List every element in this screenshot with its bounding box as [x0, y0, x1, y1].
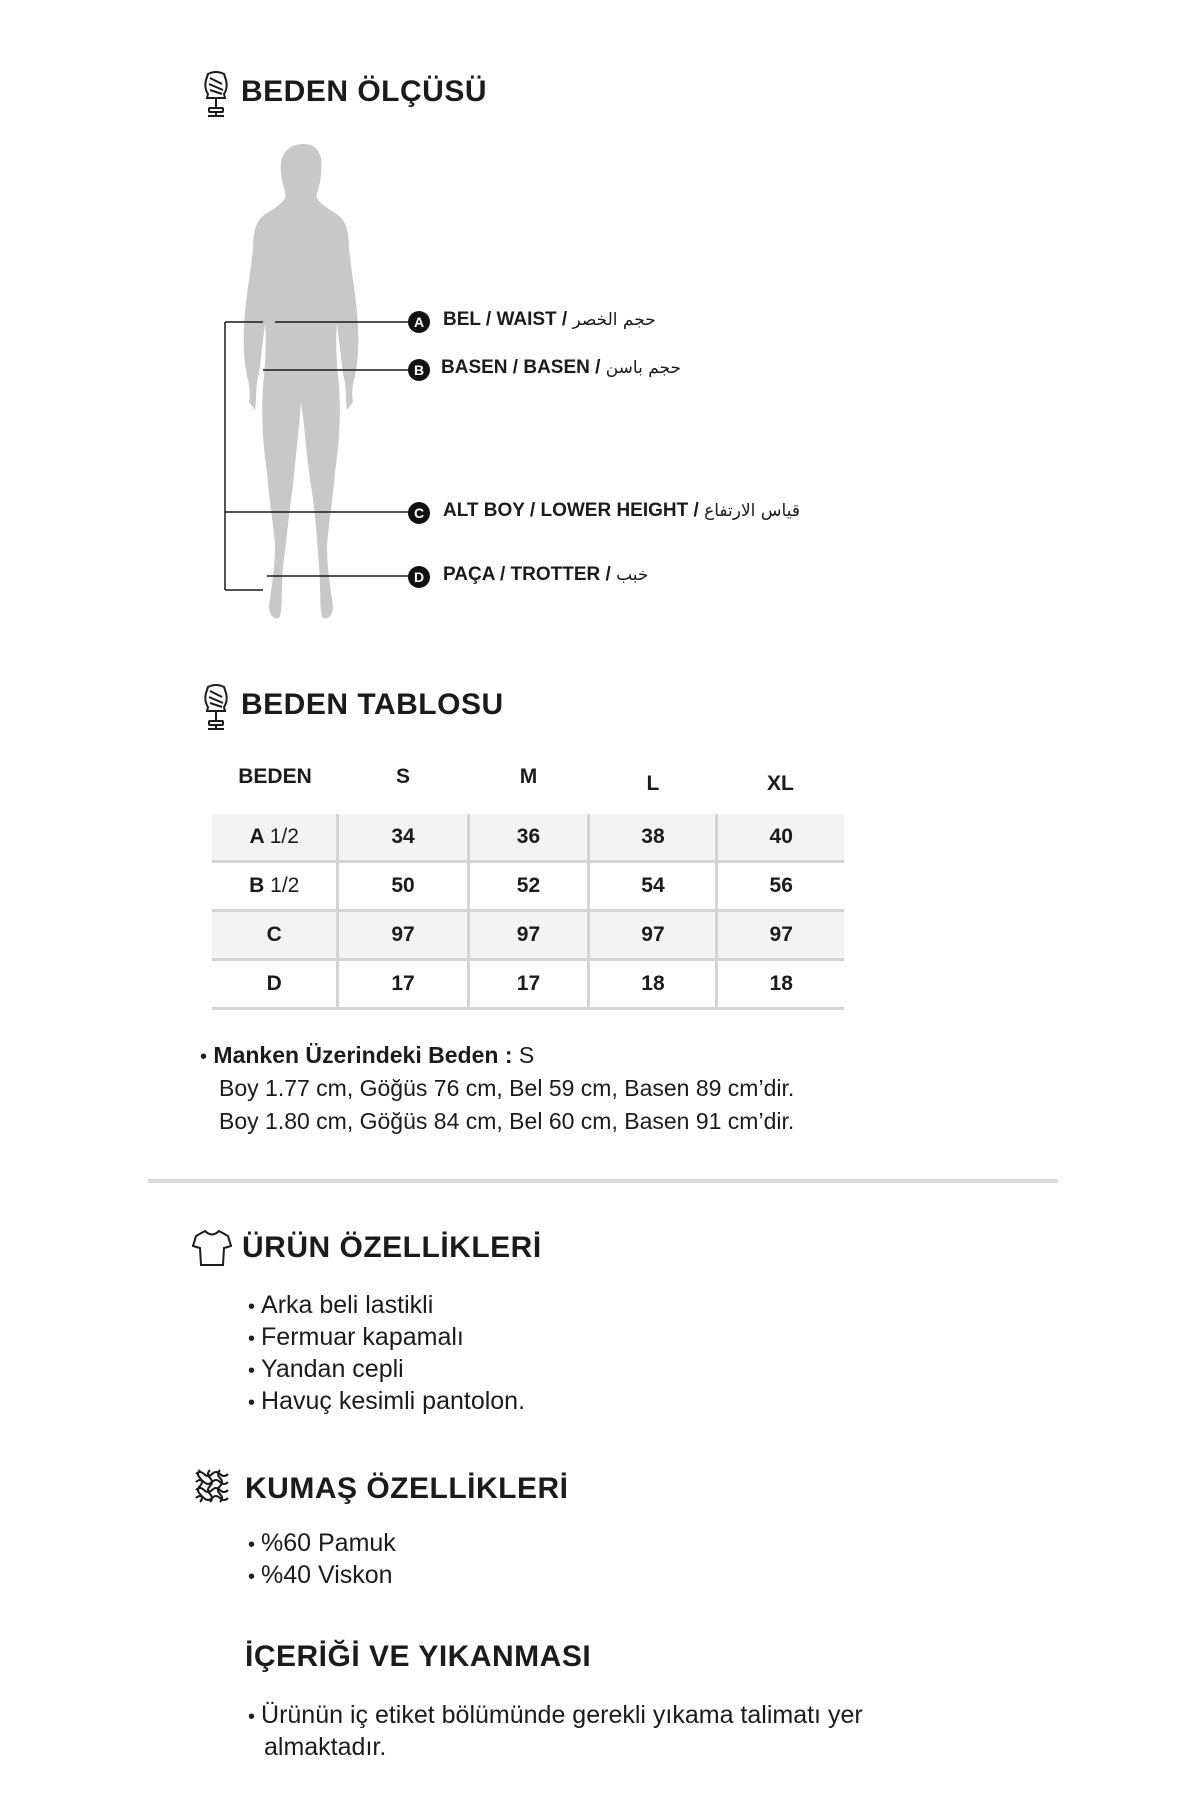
measurement-lines: [215, 300, 420, 600]
measurement-label-trotter: [443, 564, 648, 586]
list-item-text: almaktadır.: [264, 1733, 387, 1761]
section-divider: [148, 1179, 1058, 1183]
row-label-letter: C: [266, 923, 282, 946]
table-row: [212, 814, 844, 862]
measurement-badge-c: C: [408, 502, 430, 524]
table-cell: 34: [338, 814, 468, 862]
size-table-header-cell: XL: [767, 772, 794, 795]
fabric-features-list: [248, 1528, 396, 1592]
table-cell: 36: [468, 814, 589, 862]
table-row-label: [212, 862, 338, 911]
dress-form-icon: [198, 70, 234, 118]
table-row: [212, 960, 844, 1009]
table-row-label: [212, 960, 338, 1009]
fabric-weave-icon: [194, 1468, 232, 1506]
list-item-continuation: [248, 1732, 863, 1762]
section-title-product-features: ÜRÜN ÖZELLİKLERİ: [242, 1231, 542, 1264]
list-item: • Havuç kesimli pantolon.: [248, 1386, 525, 1418]
table-cell: 54: [589, 862, 717, 911]
size-table-header-cell: M: [519, 765, 538, 788]
size-table: [212, 740, 844, 1010]
table-cell: 18: [589, 960, 717, 1009]
table-cell: 97: [468, 911, 589, 960]
dress-form-icon: [198, 683, 234, 731]
table-cell: 97: [338, 911, 468, 960]
measurement-label-lower-height-arabic: قياس الارتفاع: [704, 501, 800, 521]
size-table-header-cell: BEDEN: [238, 765, 312, 788]
table-row: [212, 911, 844, 960]
table-cell: 56: [717, 862, 844, 911]
size-table-header-cell: S: [395, 765, 410, 788]
table-cell: 40: [717, 814, 844, 862]
table-cell: 50: [338, 862, 468, 911]
measurement-label-hip: [441, 357, 681, 379]
size-table-header: [212, 740, 844, 814]
row-label-letter: D: [266, 972, 282, 995]
section-title-size-table: BEDEN TABLOSU: [241, 688, 504, 721]
measurement-label-hip-text: BASEN / BASEN /: [441, 357, 601, 378]
measurement-label-trotter-arabic: خبب: [616, 565, 649, 585]
list-item: • Arka beli lastikli: [248, 1290, 525, 1322]
table-cell: 17: [468, 960, 589, 1009]
table-row-label: [212, 911, 338, 960]
model-size-value: S: [518, 1042, 535, 1068]
table-row: [212, 862, 844, 911]
measurement-badge-a: A: [408, 311, 430, 333]
list-item: • %60 Pamuk: [248, 1528, 396, 1560]
row-label-letter: A: [249, 825, 264, 848]
row-label-letter: B: [249, 874, 265, 897]
measurement-label-trotter-text: PAÇA / TROTTER /: [443, 564, 611, 585]
measurement-label-waist: [443, 309, 656, 331]
table-row-label: [212, 814, 338, 862]
list-item: • Yandan cepli: [248, 1354, 525, 1386]
model-measurements-1: Boy 1.77 cm, Göğüs 76 cm, Bel 59 cm, Basen 89 cm’dir.: [219, 1075, 795, 1101]
measurement-label-waist-text: BEL / WAIST /: [443, 309, 568, 330]
section-title-measurement: BEDEN ÖLÇÜSÜ: [241, 75, 488, 108]
row-label-suffix: 1/2: [270, 874, 300, 897]
row-label-suffix: 1/2: [269, 825, 299, 848]
model-measurements-2: Boy 1.80 cm, Göğüs 84 cm, Bel 60 cm, Basen 91 cm’dir.: [219, 1108, 795, 1134]
measurement-label-hip-arabic: حجم باسن: [605, 358, 681, 378]
model-size-label: Manken Üzerindeki Beden :: [213, 1042, 513, 1068]
table-cell: 17: [338, 960, 468, 1009]
measurement-badge-d: D: [408, 566, 430, 588]
table-cell: 38: [589, 814, 717, 862]
list-item: • Ürünün iç etiket bölümünde gerekli yıkama talimatı yer: [248, 1700, 863, 1732]
section-title-fabric-features: KUMAŞ ÖZELLİKLERİ: [245, 1472, 569, 1505]
care-list: [248, 1700, 863, 1762]
table-cell: 18: [717, 960, 844, 1009]
size-table-header-cell: L: [646, 772, 660, 795]
measurement-label-lower-height-text: ALT BOY / LOWER HEIGHT /: [443, 500, 699, 521]
measurement-label-waist-arabic: حجم الخصر: [572, 310, 656, 330]
table-cell: 97: [589, 911, 717, 960]
tshirt-icon: [192, 1228, 232, 1268]
table-cell: 97: [717, 911, 844, 960]
section-title-care: İÇERİĞİ VE YIKANMASI: [245, 1640, 592, 1673]
product-features-list: [248, 1290, 525, 1418]
table-cell: 52: [468, 862, 589, 911]
measurement-label-lower-height: [443, 500, 800, 522]
list-item: • Fermuar kapamalı: [248, 1322, 525, 1354]
measurement-badge-b: B: [408, 359, 430, 381]
model-size-line: • Manken Üzerindeki Beden : S: [200, 1042, 535, 1068]
list-item: • %40 Viskon: [248, 1560, 396, 1592]
